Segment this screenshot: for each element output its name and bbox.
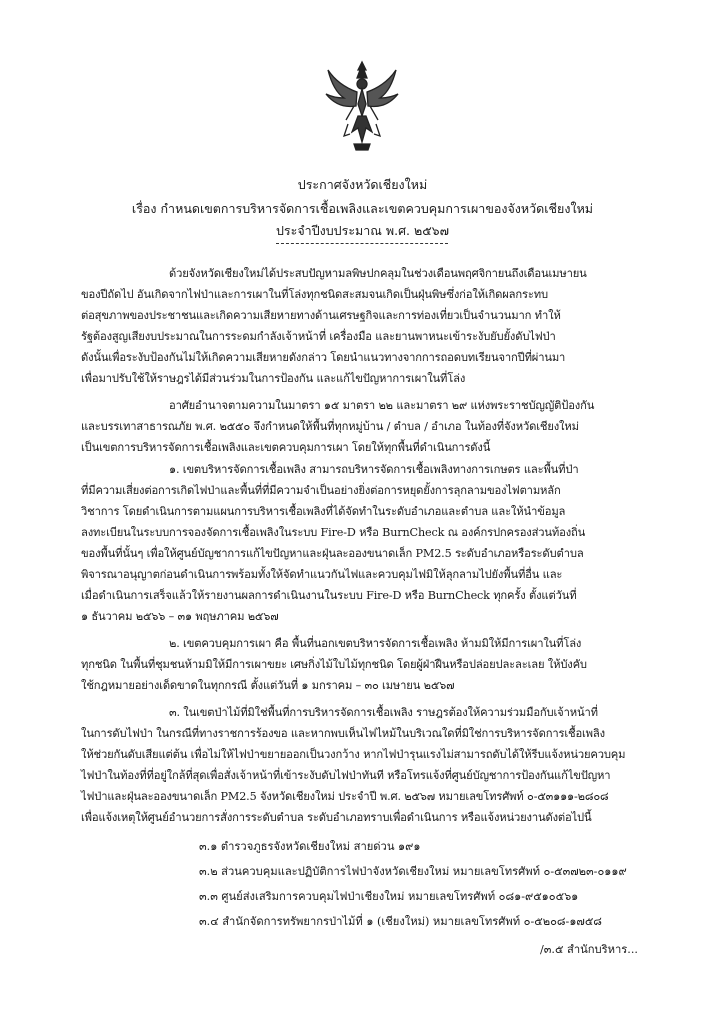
item2-line: ทุกชนิด ในพื้นที่ชุมชนห้ามมิให้มีการเผาขยะ เศษกิ่งไม้ใบไม้ทุกชนิด โดยผู้ฝ่าฝืนหรือปล่อยปละละเลย ให้บังคับ bbox=[81, 658, 587, 671]
paragraph-line: รัฐต้องสูญเสียงบประมาณในการระดมกำลังเจ้าหน้าที่ เครื่องมือ และยานพาหนะเข้าระงับยับยั้งดับไฟป่า bbox=[81, 330, 556, 343]
item2-line: ๒. เขตควบคุมการเผา คือ พื้นที่นอกเขตบริหารจัดการเชื้อเพลิง ห้ามมิให้มีการเผาในที่โล่ง bbox=[169, 637, 582, 650]
item1-line: ของพื้นที่นั้นๆ เพื่อให้ศูนย์บัญชาการแก้ไขปัญหาและฝุ่นละอองขนาดเล็ก PM2.5 ระดับอำเภอหรือระดับตำบล bbox=[81, 547, 584, 560]
continuation-note: /๓.๕ สำนักบริหาร... bbox=[540, 943, 638, 956]
item3-line: ไฟป่าในท้องที่ที่อยู่ใกล้ที่สุดเพื่อสั่งเจ้าหน้าที่เข้าระงับดับไฟป่าทันที หรือโทรแจ้งที่ศูนย์บัญชาการป้องกันแก้ไขปัญหา bbox=[81, 769, 611, 782]
item1-line: ที่มีความเสี่ยงต่อการเกิดไฟป่าและพื้นที่ที่มีความจำเป็นอย่างยิ่งต่อการหยุดยั้งการลุกลามของไฟตามหลัก bbox=[81, 484, 561, 497]
contact-item: ๓.๑ ตำรวจภูธรจังหวัดเชียงใหม่ สายด่วน ๑๙๑ bbox=[199, 840, 421, 853]
item2-line: ใช้กฎหมายอย่างเด็ดขาดในทุกกรณี ตั้งแต่วันที่ ๑ มกราคม – ๓๐ เมษายน ๒๕๖๗ bbox=[81, 679, 455, 692]
garuda-emblem-icon bbox=[324, 58, 400, 154]
paragraph-line: และบรรเทาสาธารณภัย พ.ศ. ๒๕๕๐ จึงกำหนดให้พื้นที่ทุกหมู่บ้าน / ตำบล / อำเภอ ในท้องที่จังหวัดเชียงใหม่ bbox=[81, 420, 579, 433]
header-divider bbox=[276, 243, 448, 244]
announcement-title: ประกาศจังหวัดเชียงใหม่ bbox=[297, 177, 428, 192]
paragraph-line: ต่อสุขภาพของประชาชนและเกิดความเสียหายทางด้านเศรษฐกิจและการท่องเที่ยวเป็นจำนวนมาก ทำให้ bbox=[81, 309, 561, 322]
paragraph-line: ของปีถัดไป อันเกิดจากไฟป่าและการเผาในที่โล่งทุกชนิดสะสมจนเกิดเป็นฝุ่นพิษซึ่งก่อให้เกิดผลกระทบ bbox=[81, 288, 548, 301]
item1-line: ๑ ธันวาคม ๒๕๖๖ – ๓๑ พฤษภาคม ๒๕๖๗ bbox=[81, 610, 279, 623]
contact-item: ๓.๓ ศูนย์ส่งเสริมการควบคุมไฟป่าเชียงใหม่ หมายเลขโทรศัพท์ ๐๘๑-๙๕๑๐๕๖๑ bbox=[199, 890, 579, 903]
paragraph-line: ดังนั้นเพื่อระงับป้องกันไม่ให้เกิดความเสียหายดังกล่าว โดยนำแนวทางจากการถอดบทเรียนจากปีที่ผ่านมา bbox=[81, 351, 566, 364]
announcement-subject: เรื่อง กำหนดเขตการบริหารจัดการเชื้อเพลิงและเขตควบคุมการเผาของจังหวัดเชียงใหม่ bbox=[131, 201, 594, 216]
paragraph-line: เพื่อมาปรับใช้ให้ราษฎรได้มีส่วนร่วมในการป้องกัน และแก้ไขปัญหาการเผาในที่โล่ง bbox=[81, 372, 466, 385]
item1-line: เมื่อดำเนินการเสร็จแล้วให้รายงานผลการดำเนินงานในระบบ Fire-D หรือ BurnCheck ทุกครั้ง ตั้งแต่วันที่ bbox=[81, 589, 577, 602]
item3-line: ไฟป่าและฝุ่นละอองขนาดเล็ก PM2.5 จังหวัดเชียงใหม่ ประจำปี พ.ศ. ๒๕๖๗ หมายเลขโทรศัพท์ ๐-๕๓๑๑๑-๒๘๐๘ bbox=[81, 790, 609, 803]
item1-line: พิจารณาอนุญาตก่อนดำเนินการพร้อมทั้งให้จัดทำแนวกันไฟและควบคุมไฟมิให้ลุกลามไปยังพื้นที่อื่น และ bbox=[81, 568, 563, 581]
paragraph-line: เป็นเขตการบริหารจัดการเชื้อเพลิงและเขตควบคุมการเผา โดยให้ทุกพื้นที่ดำเนินการดังนี้ bbox=[81, 441, 491, 454]
contact-item: ๓.๔ สำนักจัดการทรัพยากรป่าไม้ที่ ๑ (เชียงใหม่) หมายเลขโทรศัพท์ ๐-๕๒๐๘-๑๗๕๘ bbox=[199, 915, 602, 928]
fiscal-year: ประจำปีงบประมาณ พ.ศ. ๒๕๖๗ bbox=[276, 223, 449, 238]
item3-line: ให้ช่วยกันดับเสียแต่ต้น เพื่อไม่ให้ไฟป่าขยายออกเป็นวงกว้าง หากไฟป่ารุนแรงไม่สามารถดับได้ให้รีบแจ้งหน่วยควบคุม bbox=[81, 748, 626, 761]
item1-line: วิชาการ โดยดำเนินการตามแผนการบริหารเชื้อเพลิงที่ได้จัดทำในระดับอำเภอและตำบล และให้นำข้อมูล bbox=[81, 505, 566, 518]
item3-line: ในการดับไฟป่า ในกรณีที่ทางราชการร้องขอ และหากพบเห็นไฟไหม้ในบริเวณใดที่มิใช่การบริหารจัดการเชื้อเพลิง bbox=[81, 727, 605, 740]
item1-line: ๑. เขตบริหารจัดการเชื้อเพลิง สามารถบริหารจัดการเชื้อเพลิงทางการเกษตร และพื้นที่ป่า bbox=[169, 463, 579, 476]
paragraph-line: อาศัยอำนาจตามความในมาตรา ๑๕ มาตรา ๒๒ และมาตรา ๒๙ แห่งพระราชบัญญัติป้องกัน bbox=[169, 399, 595, 412]
item3-line: เพื่อแจ้งเหตุให้ศูนย์อำนวยการสั่งการระดับตำบล ระดับอำเภอทราบเพื่อดำเนินการ หรือแจ้งหน่วยงานดังต่อไปนี้ bbox=[81, 811, 592, 824]
contact-item: ๓.๒ ส่วนควบคุมและปฏิบัติการไฟป่าจังหวัดเชียงใหม่ หมายเลขโทรศัพท์ ๐-๕๓๗๒๓-๐๑๑๙ bbox=[199, 865, 627, 878]
paragraph-line: ด้วยจังหวัดเชียงใหม่ได้ประสบปัญหามลพิษปกคลุมในช่วงเดือนพฤศจิกายนถึงเดือนเมษายน bbox=[169, 267, 587, 280]
item3-line: ๓. ในเขตป่าไม้ที่มิใช่พื้นที่การบริหารจัดการเชื้อเพลิง ราษฎรต้องให้ความร่วมมือกับเจ้าหน้าที่ bbox=[169, 706, 598, 719]
item1-line: ลงทะเบียนในระบบการจองจัดการเชื้อเพลิงในระบบ Fire-D หรือ BurnCheck ณ องค์กรปกครองส่วนท้องถิ่น bbox=[81, 526, 586, 539]
